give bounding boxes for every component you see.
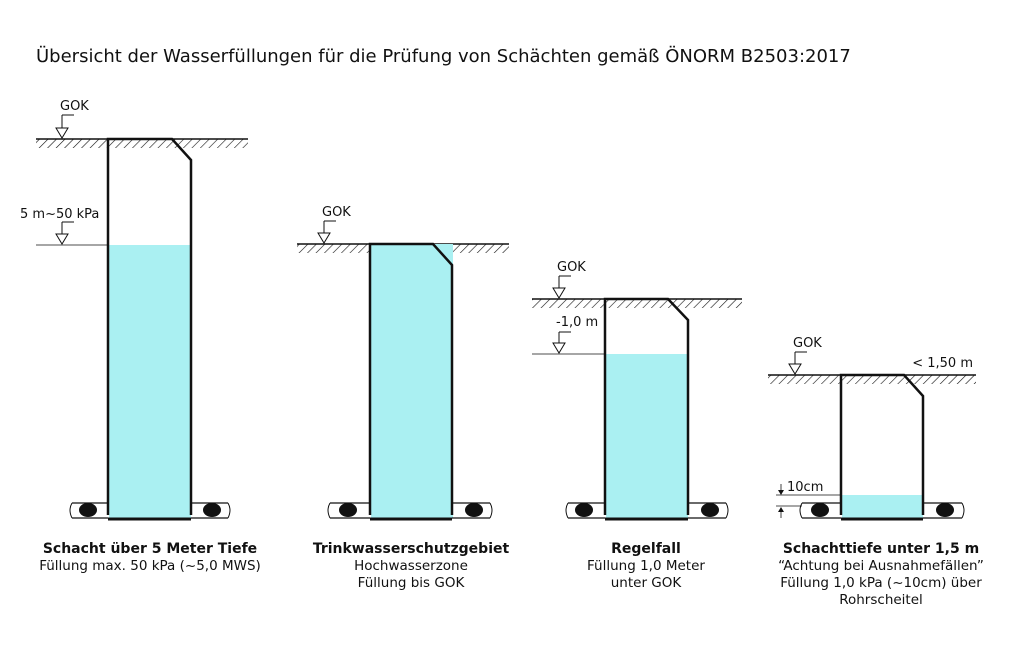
water-fill	[109, 245, 191, 518]
pipe-seal-left	[811, 503, 829, 517]
gok-marker-icon	[789, 352, 807, 374]
pipe-seal-right	[203, 503, 221, 517]
pipe-seal-right	[701, 503, 719, 517]
caption-line-3: Füllung bis GOK	[357, 575, 465, 591]
shaft-outline	[841, 375, 923, 515]
caption-line-1: Schacht über 5 Meter Tiefe	[42, 541, 258, 557]
caption-line-2: Füllung 1,0 Meter	[587, 558, 705, 574]
water-fill	[606, 354, 688, 518]
shaft-1	[20, 99, 261, 574]
caption-line-2: Hochwasserzone	[354, 558, 468, 574]
pipe-seal-left	[79, 503, 97, 517]
ground-hatch	[36, 139, 248, 148]
gok-marker-icon	[553, 276, 571, 298]
pipe-seal-left	[339, 503, 357, 517]
caption-line-2: “Achtung bei Ausnahmefällen”	[778, 558, 984, 574]
gok-label: GOK	[60, 99, 89, 114]
shaft-3	[532, 260, 742, 591]
shaft-2	[297, 205, 509, 591]
caption-line-1: Schachttiefe unter 1,5 m	[782, 541, 980, 557]
shaft-4	[768, 336, 984, 608]
caption-line-2: Füllung max. 50 kPa (~5,0 MWS)	[39, 558, 261, 574]
pipe-seal-right	[936, 503, 954, 517]
pipe-seal-right	[465, 503, 483, 517]
caption-line-4: Rohrscheitel	[839, 592, 923, 608]
caption-line-3: Füllung 1,0 kPa (~10cm) über	[780, 575, 982, 591]
depth-label: < 1,50 m	[912, 356, 973, 371]
water-level-marker-icon	[36, 222, 108, 245]
gok-label: GOK	[793, 336, 822, 351]
caption-line-1: Regelfall	[611, 541, 681, 557]
water-level-label: 10cm	[787, 480, 824, 495]
caption-line-1: Trinkwasserschutzgebiet	[312, 541, 510, 557]
ground-hatch	[768, 375, 976, 384]
pipe-seal-left	[575, 503, 593, 517]
gok-marker-icon	[56, 115, 74, 138]
water-fill	[371, 244, 453, 518]
water-level-label: -1,0 m	[556, 315, 599, 330]
water-fill	[842, 495, 923, 518]
water-level-marker-icon	[532, 332, 605, 354]
ground-hatch	[532, 299, 742, 308]
gok-label: GOK	[322, 205, 351, 220]
water-level-label: 5 m~50 kPa	[20, 207, 100, 222]
caption-line-3: unter GOK	[610, 575, 682, 591]
diagram-title: Übersicht der Wasserfüllungen für die Prüfung von Schächten gemäß ÖNORM B2503:2017	[36, 46, 851, 67]
gok-label: GOK	[557, 260, 586, 275]
gok-marker-icon	[318, 221, 336, 243]
